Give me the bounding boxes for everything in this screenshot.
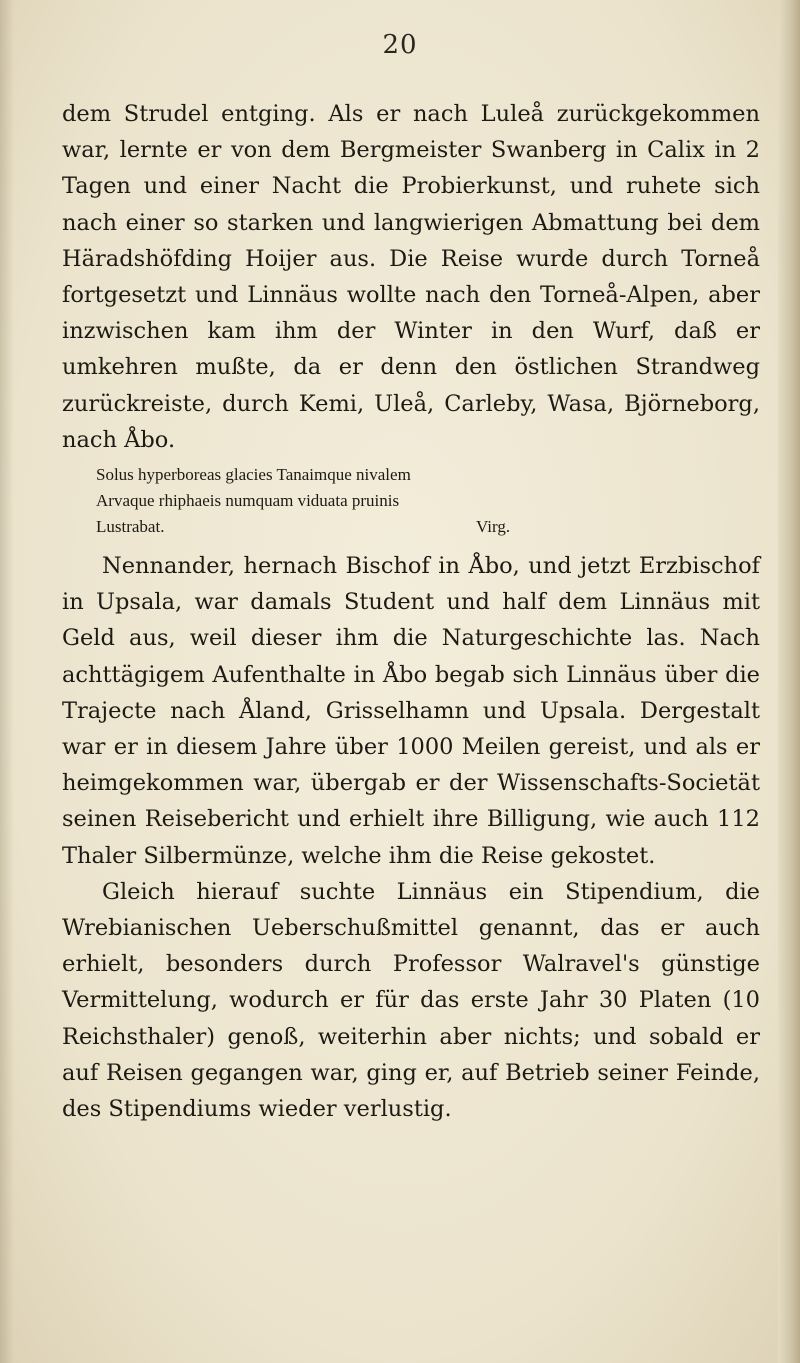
latin-verse-quote [62, 462, 760, 540]
verse-line-3: Lustrabat. [96, 517, 165, 537]
verse-line-1: Solus hyperboreas glacies Tanaimque nivalem [96, 465, 411, 485]
paragraph-strudel: dem Strudel entging. Als er nach Luleå zurückgekommen war, lernte er von dem Bergmeister Swanberg in Calix in 2 Tagen und einer Nacht die Probierkunst, und ruhete sich nach einer so starken und langwierigen Abmattung bei dem Häradshöfding Hoijer aus. Die Reise wurde durch Torneå fortgesetzt und Linnäus wollte nach den Torneå-Alpen, aber inzwischen kam ihm der Winter in den Wurf, daß er umkehren mußte, da er denn den östlichen Strandweg zurückreiste, durch Kemi, Uleå, Carleby, Wasa, Björneborg, nach Åbo. [62, 101, 760, 453]
page-number: 20 [382, 30, 418, 60]
verse-line-2: Arvaque rhiphaeis numquam viduata pruinis [96, 491, 400, 511]
paragraph-stipendium: Gleich hierauf suchte Linnäus ein Stipendium, die Wrebianischen Ueberschußmittel genannt, das er auch erhielt, besonders durch Professor Walravel's günstige Vermittelung, wodurch er für das erste Jahr 30 Platen (10 Reichsthaler) genoß, weiterhin aber nichts; und sobald er auf Reisen gegangen war, ging er, auf Betrieb seiner Feinde, des Stipendiums wieder verlustig. [62, 878, 760, 1123]
paragraph-nennander: Nennander, hernach Bischof in Åbo, und jetzt Erzbischof in Upsala, war damals Student und half dem Linnäus mit Geld aus, weil dieser ihm die Naturgeschichte las. Nach achttägigem Aufenthalte in Åbo begab sich Linnäus über die Trajecte nach Åland, Grisselhamn und Upsala. Dergestalt war er in diesem Jahre über 1000 Meilen gereist, und als er heimgekommen war, übergab er der Wissenschafts-Societät seinen Reisebericht und erhielt ihre Billigung, wie auch 112 Thaler Silbermünze, welche ihm die Reise gekostet. [62, 553, 760, 869]
page-right-edge [778, 0, 800, 1363]
page-left-shadow [0, 0, 14, 1363]
body-text [62, 96, 760, 1127]
verse-attribution: Virg. [476, 517, 511, 537]
